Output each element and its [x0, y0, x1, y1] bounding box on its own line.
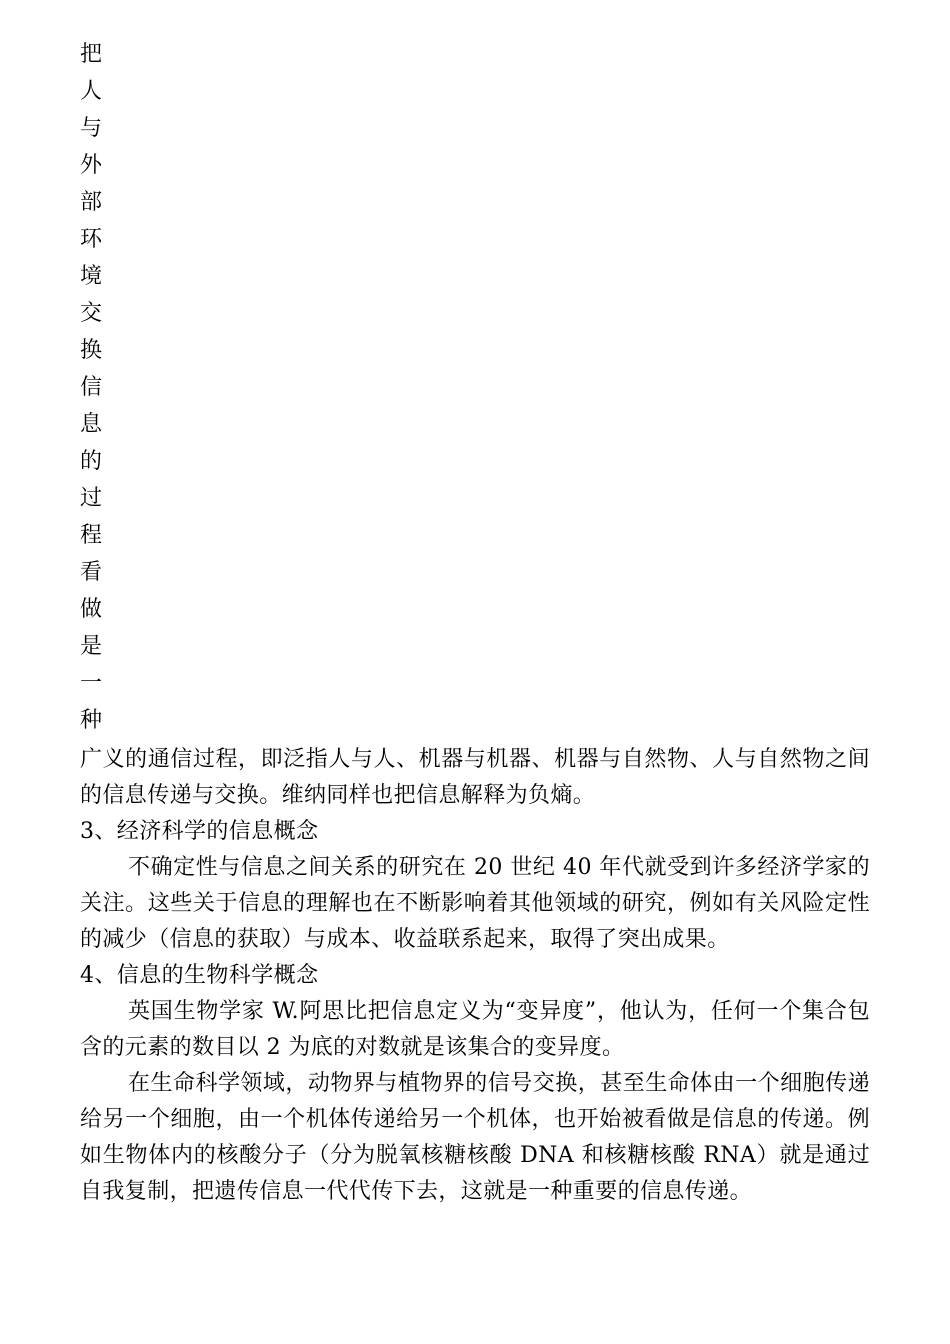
vertical-char: 是 [80, 634, 103, 659]
vertical-char: 做 [80, 597, 103, 622]
vertical-char: 息 [80, 412, 103, 437]
vertical-char: 信 [80, 375, 103, 400]
vertical-text-column [80, 36, 110, 739]
vertical-char: 与 [80, 116, 103, 141]
vertical-char: 程 [80, 523, 103, 548]
paragraph-life-science: 在生命科学领域，动物界与植物界的信号交换，甚至生命体由一个细胞传递给另一个细胞，由一个机体传递给另一个机体，也开始被看做是信息的传递。例如生物体内的核酸分子（分为脱氧核糖核酸 DNA 和核糖核酸 RNA）就是通过自我复制，把遗传信息一代代传下去，这就是一种重要的信息传递。 [80, 1071, 870, 1204]
vertical-char: 看 [80, 560, 103, 585]
vertical-char: 一 [80, 671, 103, 696]
document-body [80, 742, 870, 1210]
paragraph-ashby: 英国生物学家 W.阿思比把信息定义为“变异度”，他认为，任何一个集合包含的元素的数目以 2 为底的对数就是该集合的变异度。 [80, 999, 870, 1060]
vertical-char: 换 [80, 338, 103, 363]
vertical-char: 的 [80, 449, 103, 474]
vertical-char: 过 [80, 486, 103, 511]
paragraph-communication: 广义的通信过程，即泛指人与人、机器与机器、机器与自然物、人与自然物之间的信息传递与交换。维纳同样也把信息解释为负熵。 [80, 747, 870, 808]
vertical-char: 环 [80, 227, 103, 252]
vertical-char: 把 [80, 42, 103, 67]
heading-biology: 4、信息的生物科学概念 [80, 963, 319, 988]
heading-economics: 3、经济科学的信息概念 [80, 819, 319, 844]
paragraph-economics: 不确定性与信息之间关系的研究在 20 世纪 40 年代就受到许多经济学家的关注。这些关于信息的理解也在不断影响着其他领域的研究，例如有关风险定性的减少（信息的获取）与成本、收益联系起来，取得了突出成果。 [80, 855, 870, 952]
vertical-char: 人 [80, 79, 103, 104]
vertical-char: 外 [80, 153, 103, 178]
vertical-char: 种 [80, 708, 103, 733]
vertical-char: 部 [80, 190, 103, 215]
vertical-char: 交 [80, 301, 103, 326]
vertical-char: 境 [80, 264, 103, 289]
